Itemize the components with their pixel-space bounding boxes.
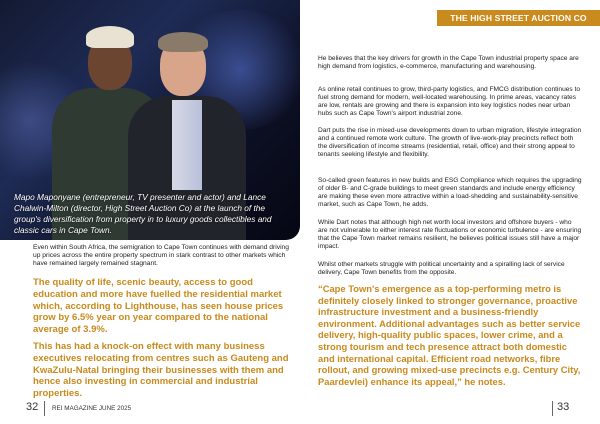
magazine-footer: REI MAGAZINE JUNE 2025 [52, 405, 132, 412]
right-page [300, 0, 600, 424]
pull-quote: “Cape Town's emergence as a top-performing metro is definitely closely linked to stronger governance, proactive infrastructure investment and a business-friendly environment. Additional advantages such as better service delivery, high-quality public spaces, lower crime, and a strong tourism and tech presence attract both domestic and international capital. Efficient road networks, fibre rollout, and growing mixed-use precincts e.g. Century City, Paardevlei) enhance its appeal,” he notes. [318, 283, 581, 387]
page-number: 33 [557, 401, 570, 413]
highlight-paragraph: The quality of life, scenic beauty, access to good education and more have fuelled the residential market which, according to Lighthouse, has seen house prices grow by 6.5% year on year compared to the national average of 3.9%. [33, 277, 284, 336]
person-right-shirt [172, 100, 202, 190]
highlight-paragraph: This has had a knock-on effect with many business executives relocating from centres such as Gauteng and KwaZulu-Natal bringing their businesses with them and hence also investing in commercial and industrial properties. [33, 341, 289, 400]
body-paragraph: Whilst other markets struggle with political uncertainty and a spiralling lack of service delivery, Cape Town benefits from the opposite. [318, 261, 565, 276]
footer-divider [552, 401, 553, 416]
page-number: 32 [26, 401, 39, 413]
person-left-cap [86, 26, 134, 48]
photo-caption: Mapo Maponyane (entrepreneur, TV presenter and actor) and Lance Chalwin-Milton (director, High Street Auction Co) at the launch of the group's diversification from property in to luxury goods collectibles and classic cars in Cape Town. [14, 192, 272, 235]
footer-divider [44, 401, 45, 416]
body-paragraph: He believes that the key drivers for growth in the Cape Town industrial property space are high demand from logistics, e-commerce, manufacturing and warehousing. [318, 55, 579, 70]
body-paragraph: Dart puts the rise in mixed-use developments down to urban migration, lifestyle integration and a continued remote work culture. The growth of live-work-play precincts reflect both the diversification of income streams (residential, retail, office) and their strong appeal to tenants seeking lifestyle and flexibility. [318, 127, 582, 158]
body-paragraph: While Dart notes that although high net worth local investors and offshore buyers - who are not vulnerable to either interest rate fluctuations or economic turbulence - are ensuring that the Cape Town market remains resilient, he believes political issues still have a major impact. [318, 219, 582, 250]
person-right-hair [158, 32, 208, 52]
intro-paragraph: Even within South Africa, the semigration to Cape Town continues with demand driving up prices across the entire property spectrum in stark contrast to other markets which have remained largely remained stagnant. [33, 244, 290, 267]
event-photo [0, 0, 300, 240]
body-paragraph: As online retail continues to grow, third-party logistics, and FMCG distribution continues to fuel strong demand for modern, well-located warehousing. In prime areas, vacancy rates are low, rentals are growing and there is expansion into key logistics nodes near urban hubs such as Cape Town's airport industrial zone. [318, 86, 581, 117]
section-banner: THE HIGH STREET AUCTION CO [437, 10, 600, 26]
body-paragraph: So-called green features in new builds and ESG Compliance which requires the upgrading of older B- and C-grade buildings to meet green standards and include energy efficiency are making these even more attractive within a load-shedding and sustainability-sensitive market, such as Cape Town, he adds. [318, 177, 582, 208]
